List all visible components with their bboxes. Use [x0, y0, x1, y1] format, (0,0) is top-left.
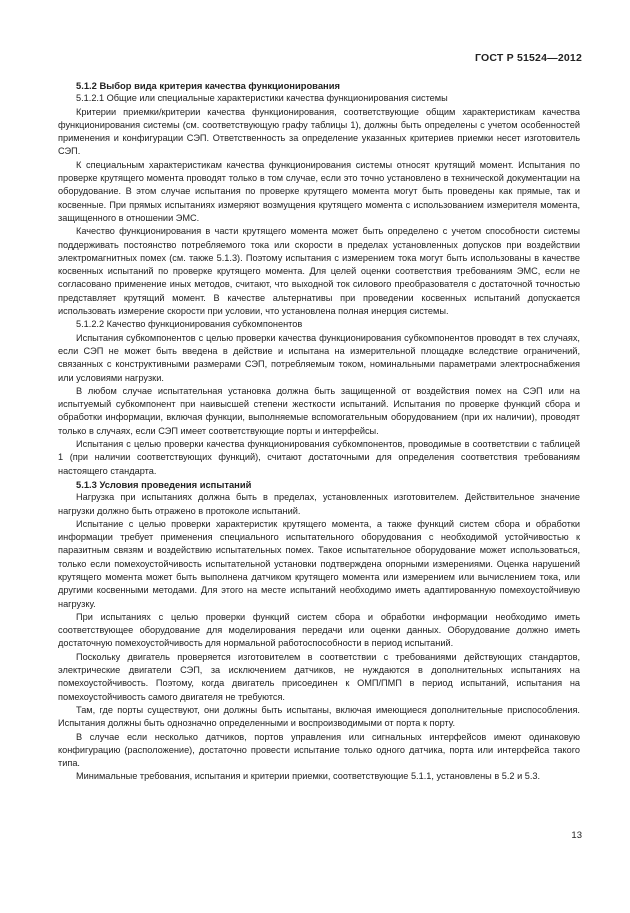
paragraph: К специальным характеристикам качества функционирования системы относят крутящий момент. Испытания по проверке крутящего момента проводят только в том случае, если это точно установлено в технической документации на оборудование. В этом случае испытания по проверке крутящего момента могут быть проведены как прямые, так и косвенные. При прямых испытаниях измеряют возмущения крутящего момента с использованием измерителя момента, защищенного в отношении ЭМС.: [58, 159, 580, 223]
standard-number: ГОСТ Р 51524—2012: [474, 52, 582, 64]
document-body: [58, 79, 580, 784]
paragraph: Качество функционирования в части крутящего момента может быть определено с учетом способности системы поддерживать постоянство потребляемого тока или скорости в пределах установленных допусков при воздействии электромагнитных помех (см. также 5.1.3). Поэтому испытания с измерением тока могут быть использованы в качестве косвенных испытаний по проверке крутящего момента. Для целей оценки соответствия требованиям ЭМС, если не согласовано применение иных методов, считают, что выходной ток силового преобразователя с достаточной точностью представляет крутящий момент. В качестве альтернативы при проведении косвенных испытаний допускается использовать измерение скорости при условии, что установлена полная инерция системы.: [58, 226, 580, 317]
section-heading: 5.1.2 Выбор вида критерия качества функционирования: [76, 80, 340, 91]
paragraph: Испытания субкомпонентов с целью проверки качества функционирования субкомпонентов проводят в тех случаях, если СЭП не может быть введена в действие и испытана на измерительной площадке вследствие ограничений, связанных с конструктивными размерами СЭП, потребляемым током, номинальными параметрами электроснабжения или условиями нагрузки.: [58, 332, 580, 383]
paragraph: Поскольку двигатель проверяется изготовителем в соответствии с требованиями действующих стандартов, электрические двигатели СЭП, за исключением датчиков, не нуждаются в дополнительных испытаниях на помехоустойчивость. Поэтому, когда двигатель присоединен к ОМП/ПМП в период испытаний, испытания на помехоустойчивость самого двигателя не требуются.: [58, 651, 580, 702]
paragraph: Там, где порты существуют, они должны быть испытаны, включая имеющиеся дополнительные приспособления. Испытания должны быть однозначно определенными и воспроизводимыми от порта к порту.: [58, 704, 580, 729]
paragraph: В случае если несколько датчиков, портов управления или сигнальных интерфейсов имеют одинаковую конфигурацию (расположение), достаточно провести испытание только одного датчика, порта или интерфейса такого типа.: [58, 731, 580, 769]
paragraph: Испытание с целью проверки характеристик крутящего момента, а также функций систем сбора и обработки информации требует применения специального испытательного оборудования с необходимой устойчивостью к паразитным связям и воздействию испытательных помех. Такое испытательное оборудование может использоваться, только если помехоустойчивость испытательной установки подтверждена опорными измерениями. Оценка нарушений крутящего момента может быть выполнена датчиком крутящего момента или измерением или вычислением тока, или другими косвенными методами. Для этого на месте испытаний необходимо иметь адаптированную помехоустойчивую нагрузку.: [58, 518, 580, 609]
paragraph: Нагрузка при испытаниях должна быть в пределах, установленных изготовителем. Действительное значение нагрузки должно быть отражено в протоколе испытаний.: [58, 492, 580, 516]
section-heading: 5.1.3 Условия проведения испытаний: [76, 478, 252, 490]
paragraph: Испытания с целью проверки качества функционирования субкомпонентов, проводимые в соответствии с таблицей 1 (при наличии соответствующих функций), считают достаточными для определения соответствия требованиям настоящего стандарта.: [58, 439, 580, 476]
paragraph: Минимальные требования, испытания и критерии приемки, соответствующие 5.1.1, установлены в 5.2 и 5.3.: [76, 771, 541, 782]
paragraph: При испытаниях с целью проверки функций систем сбора и обработки информации необходимо иметь соответствующее оборудование для моделирования передачи или оценки данных. Оборудование должно иметь достаточную помехоустойчивость для нормальной работоспособности в период испытаний.: [58, 611, 580, 649]
paragraph: 5.1.2.2 Качество функционирования субкомпонентов: [76, 319, 303, 330]
paragraph: Критерии приемки/критерии качества функционирования, соответствующие общим характеристикам качества функционирования системы (см. соответствующую графу таблицы 1), должны быть определены с учетом особенностей применения и конфигурации СЭП. Ответственность за определение указанных критериев приемки несет изготовитель СЭП.: [58, 106, 580, 157]
page-number: 13: [571, 830, 582, 841]
paragraph: 5.1.2.1 Общие или специальные характеристики качества функционирования системы: [76, 93, 448, 104]
paragraph: В любом случае испытательная установка должна быть защищенной от воздействия помех на СЭП или на испытуемый субкомпонент при наивысшей степени жесткости испытаний. Испытания по проверке функций сбора и обработки информации, включая функции, выполняемые вспомогательным оборудованием (при их наличии), проводят только в случаях, если СЭП имеет соответствующие порты и интерфейсы.: [58, 385, 580, 436]
